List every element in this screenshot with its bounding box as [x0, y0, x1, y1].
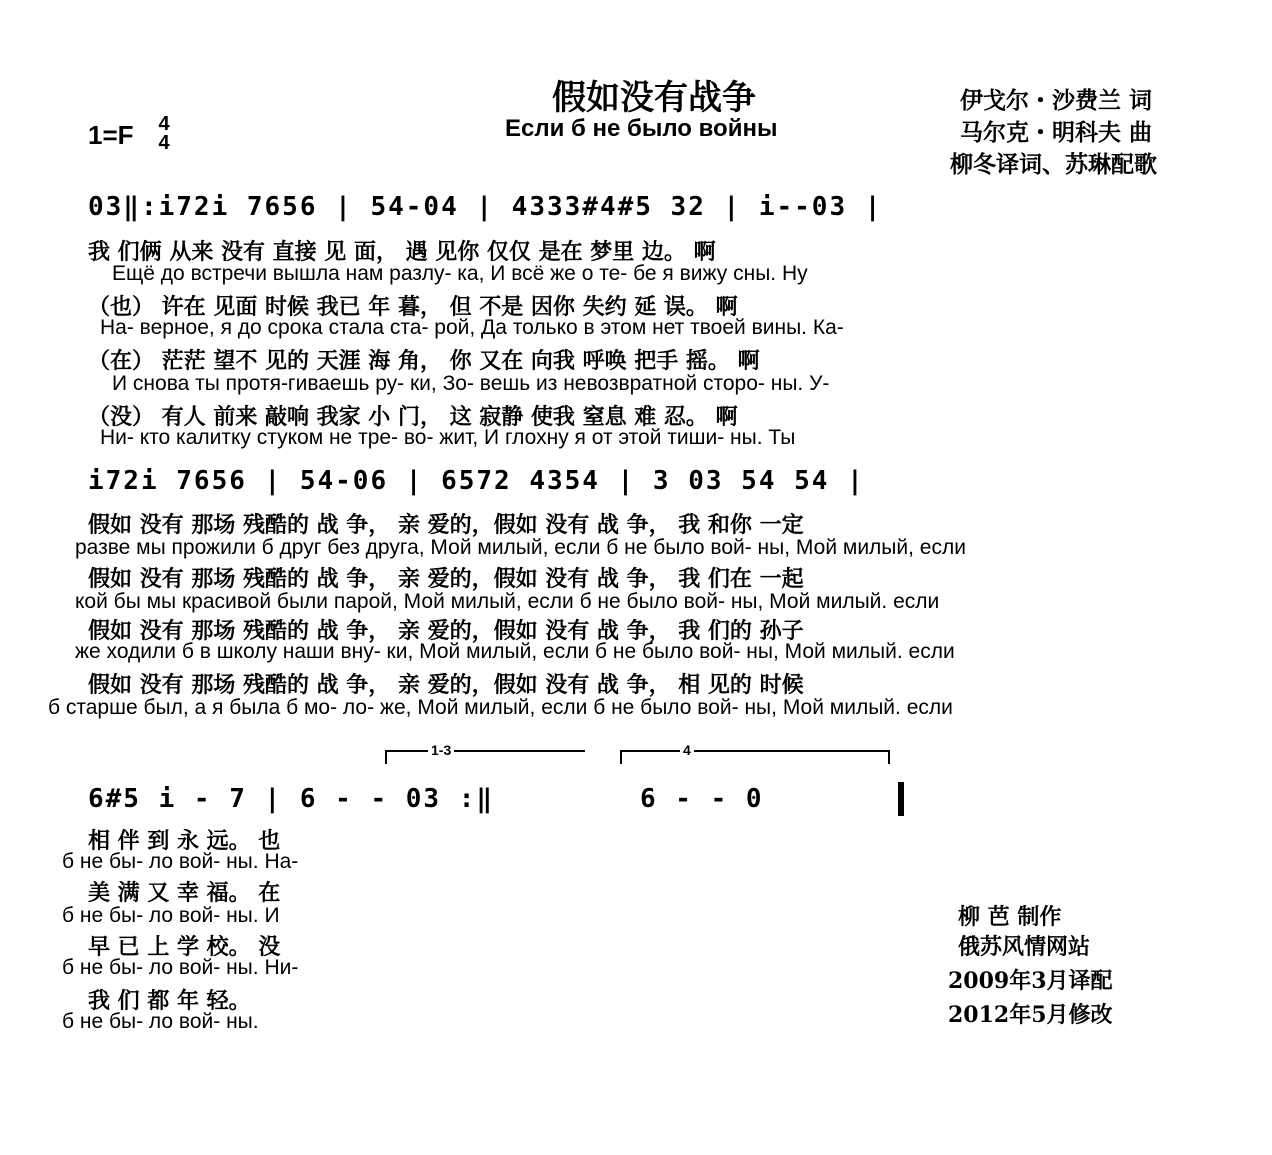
lyric-line: б не бы- ло вой- ны. Ни- — [62, 956, 299, 979]
footer-date-revised: 2012年5月修改 — [948, 1002, 1113, 1028]
lyric-line: 我 们俩 从来 没有 直接 见 面， 遇 见你 仅仅 是在 梦里 边。 啊 — [88, 240, 716, 265]
lyric-line: б старше был, а я была б мо- ло- же, Мой милый, если б не было вой- ны, Мой милый. если — [48, 696, 953, 719]
lyric-line: разве мы прожили б друг без друга, Мой милый, если б не было вой- ны, Мой милый, если — [75, 536, 966, 559]
lyric-line: 我 们 都 年 轻。 — [88, 989, 251, 1014]
lyric-line: Ещё до встречи вышла нам разлу- ка, И всё же о те- бе я вижу сны. Ну — [112, 262, 808, 285]
lyric-line: На- верное, я до срока стала ста- рой, Да только в этом нет твоей вины. Ка- — [100, 316, 844, 339]
lyric-line: （在） 茫茫 望不 见的 天涯 海 角， 你 又在 向我 呼唤 把手 摇。 啊 — [88, 349, 760, 374]
lyric-line: б не бы- ло вой- ны. И — [62, 904, 280, 927]
lyric-line: 美 满 又 幸 福。 在 — [88, 881, 281, 906]
lyric-line: 假如 没有 那场 残酷的 战 争， 亲 爱的，假如 没有 战 争， 我 和你 一定 — [88, 513, 804, 538]
lyric-line: б не бы- ло вой- ны. На- — [62, 850, 299, 873]
lyric-line: кой бы мы красивой были парой, Мой милый, если б не было вой- ны, Мой милый. если — [75, 590, 940, 613]
footer-site: 俄苏风情网站 — [958, 934, 1091, 960]
lyric-line: 相 伴 到 永 远。 也 — [88, 829, 281, 854]
lyric-line: 假如 没有 那场 残酷的 战 争， 亲 爱的，假如 没有 战 争， 相 见的 时候 — [88, 673, 804, 698]
lyric-line: б не бы- ло вой- ны. — [62, 1010, 259, 1033]
footer-maker: 柳 芭 制作 — [958, 904, 1062, 930]
lyric-line: 假如 没有 那场 残酷的 战 争， 亲 爱的，假如 没有 战 争， 我 们在 一起 — [88, 567, 804, 592]
final-barline — [898, 782, 904, 816]
key-signature: 1=F — [88, 120, 134, 150]
title-chinese: 假如没有战争 — [552, 78, 756, 118]
lyric-line: Ни- кто калитку стуком не тре- во- жит, И глохну я от этой тиши- ны. Ты — [100, 426, 796, 449]
title-russian: Если б не было войны — [505, 115, 778, 142]
lyric-line: 早 已 上 学 校。 没 — [88, 935, 281, 960]
lyric-line: 假如 没有 那场 残酷的 战 争， 亲 爱的，假如 没有 战 争， 我 们的 孙子 — [88, 619, 804, 644]
credit-arrangers: 柳冬译词、苏琳配歌 — [950, 151, 1157, 178]
lyric-line: （也） 许在 见面 时候 我已 年 暮， 但 不是 因你 失约 延 误。 啊 — [88, 295, 738, 320]
time-signature-bottom: 4 — [158, 132, 170, 154]
footer-date-translated: 2009年3月译配 — [948, 968, 1113, 994]
volta-2-label: 4 — [680, 742, 694, 758]
notes-line: i72i 7656 | 54-06 | 6572 4354 | 3 03 54 54 | — [88, 466, 865, 496]
lyric-line: же ходили б в школу наши вну- ки, Мой милый, если б не было вой- ны, Мой милый. если — [75, 640, 955, 663]
credit-lyricist: 伊戈尔・沙费兰 词 — [960, 87, 1153, 114]
time-signature — [156, 115, 172, 153]
notes-line-ending: 6 - - 0 — [640, 784, 764, 814]
time-signature-top: 4 — [158, 113, 170, 135]
lyric-line: И снова ты протя-гиваешь ру- ки, Зо- вешь из невозвратной сторо- ны. У- — [112, 372, 830, 395]
volta-1-label: 1-3 — [428, 742, 454, 758]
credit-composer: 马尔克・明科夫 曲 — [960, 119, 1153, 146]
notes-line: 6#5 i - 7 | 6 - - 03 :‖ — [88, 784, 495, 814]
lyric-line: （没） 有人 前来 敲响 我家 小 门， 这 寂静 使我 窒息 难 忍。 啊 — [88, 405, 738, 430]
notes-line: 03‖:i72i 7656 | 54-04 | 4333#4#5 32 | i--03 | — [88, 192, 883, 222]
